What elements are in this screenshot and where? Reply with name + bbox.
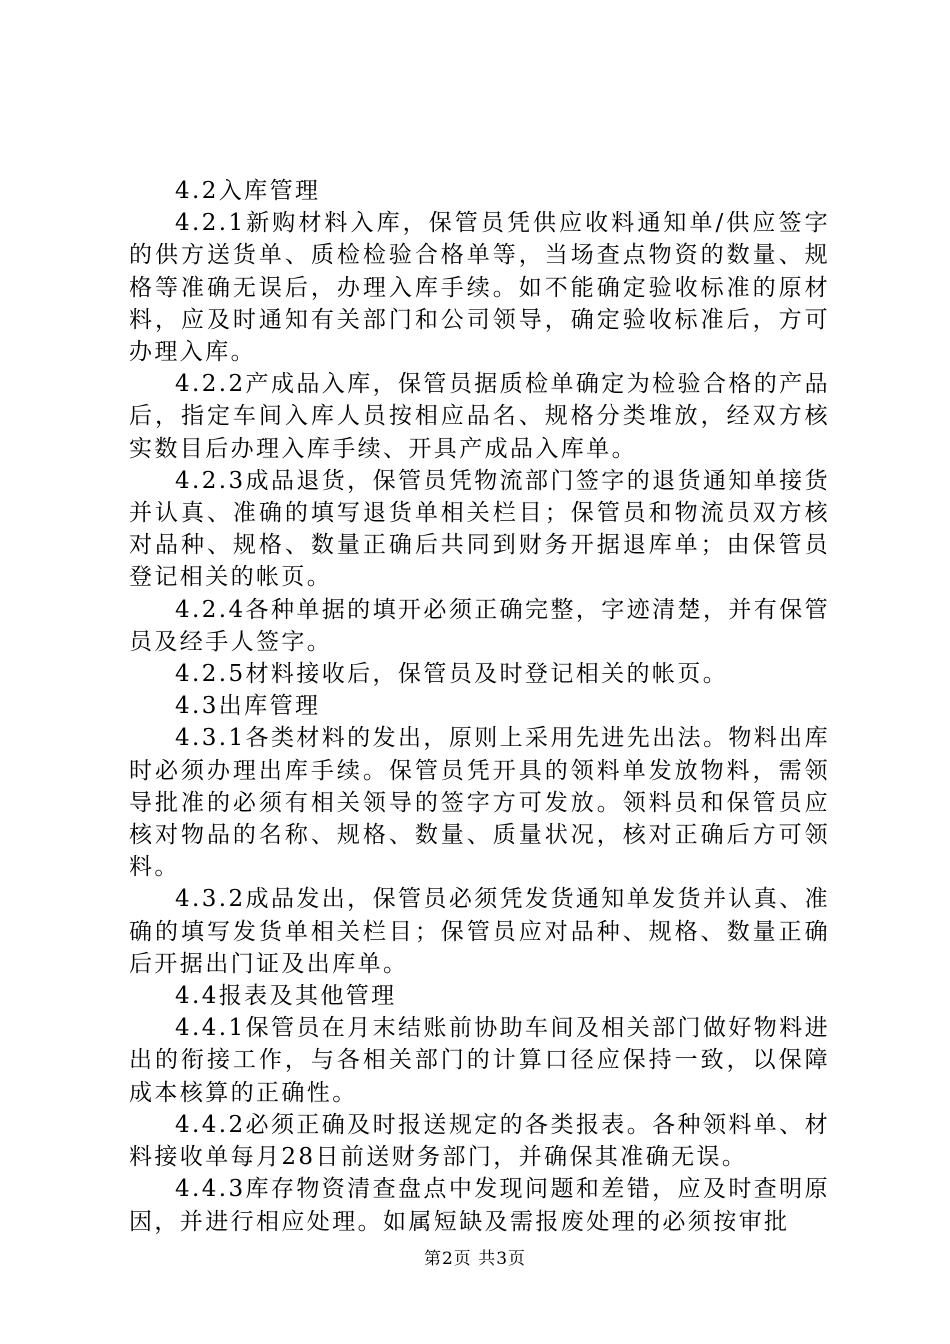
section-heading-4-3: 4.3出库管理 <box>175 693 321 720</box>
paragraph-4-4-2: 4.4.2必须正确及时报送规定的各类报表。各种领料单、材料接收单每月28日前送财务部门，并确保其准确无误。 <box>129 1111 830 1171</box>
paragraph-4-2-2: 4.2.2产成品入库，保管员据质检单确定为检验合格的产品后，指定车间入库人员按相应品名、规格分类堆放，经双方核实数目后办理入库手续、开具产成品入库单。 <box>129 371 830 462</box>
section-heading-4-4: 4.4报表及其他管理 <box>175 983 397 1010</box>
paragraph-4-3-1: 4.3.1各类材料的发出，原则上采用先进先出法。物料出库时必须办理出库手续。保管员凭开具的领料单发放物料，需领导批准的必须有相关领导的签字方可发放。领料员和保管员应核对物品的名称、规格、数量、质量状况，核对正确后方可领料。 <box>129 725 830 881</box>
paragraph-4-2-5: 4.2.5材料接收后，保管员及时登记相关的帐页。 <box>175 661 729 688</box>
document-body <box>129 175 830 1238</box>
paragraph-4-2-3: 4.2.3成品退货，保管员凭物流部门签字的退货通知单接货并认真、准确的填写退货单相关栏目；保管员和物流员双方核对品种、规格、数量正确后共同到财务开据退库单；由保管员登记相关的帐页。 <box>129 467 830 591</box>
page-number-footer: 第2页 共3页 <box>423 1249 527 1269</box>
paragraph-4-4-1: 4.4.1保管员在月末结账前协助车间及相关部门做好物料进出的衔接工作，与各相关部门的计算口径应保持一致，以保障成本核算的正确性。 <box>129 1015 830 1106</box>
paragraph-4-4-3: 4.4.3库存物资清查盘点中发现问题和差错，应及时查明原因，并进行相应处理。如属短缺及需报废处理的必须按审批 <box>129 1176 830 1235</box>
paragraph-4-2-1: 4.2.1新购材料入库，保管员凭供应收料通知单/供应签字的供方送货单、质检检验合格单等，当场查点物资的数量、规格等准确无误后，办理入库手续。如不能确定验收标准的原材料，应及时通知有关部门和公司领导，确定验收标准后，方可办理入库。 <box>129 210 830 366</box>
paragraph-4-3-2: 4.3.2成品发出，保管员必须凭发货通知单发货并认真、准确的填写发货单相关栏目；保管员应对品种、规格、数量正确后开据出门证及出库单。 <box>129 886 830 977</box>
paragraph-4-2-4: 4.2.4各种单据的填开必须正确完整，字迹清楚，并有保管员及经手人签字。 <box>129 596 830 655</box>
section-heading-4-2: 4.2入库管理 <box>175 178 321 204</box>
